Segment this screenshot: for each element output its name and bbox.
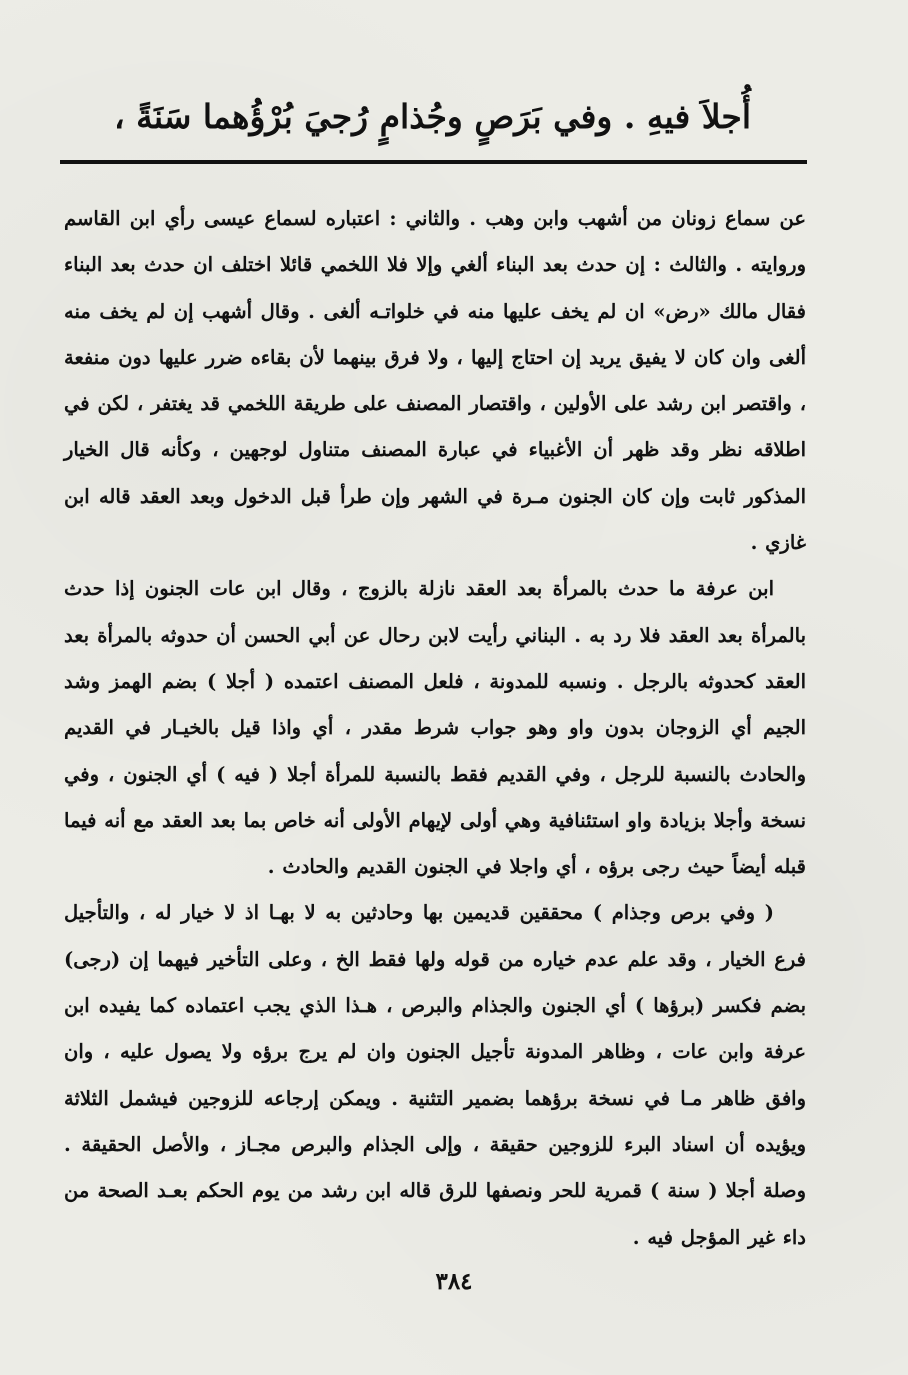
matn-verse-header: أُجلاَ فيهِ . وفي بَرَصٍ وجُذامٍ رُجيَ بُرْؤُهما سَنَةً ، (114, 97, 751, 136)
header-divider (60, 160, 807, 164)
commentary-body (64, 196, 806, 1261)
commentary-paragraph-2: ابن عرفة ما حدث بالمرأة بعد العقد نازلة بالزوج ، وقال ابن عات الجنون إذا حدث بالمرأة بعد العقد فلا رد به . البناني رأيت لابن رحال عن أبي الحسن أن حدوثه بالمرأة بعد العقد كحدوثه بالرجل . ونسبه للمدونة ، فلعل المصنف اعتمده ( أجلا ) بضم الهمز وشد الجيم أي الزوجان بدون واو وهو جواب شرط مقدر ، أي واذا قيل بالخيـار في القديم والحادث بالنسبة للرجل ، وفي القديم فقط بالنسبة للمرأة أجلا ( فيه ) أي الجنون ، وفي نسخة وأجلا بزيادة واو استئنافية وهي أولى لإيهام الأولى أنه خاص بما بعد العقد مع أنه فيما قبله أيضاً حيث رجى برؤه ، أي واجلا في الجنون القديم والحادث . (64, 577, 806, 879)
page-number: ٣٨٤ (435, 1268, 473, 1295)
commentary-paragraph-3: ( وفي برص وجذام ) محققين قديمين بها وحادثين به لا بهـا اذ لا خيار له ، والتأجيل فرع الخيار ، وقد علم عدم خياره من قوله ولها فقط الخ ، وعلى التأخير فيهما إن (رجى) بضم فكسر (برؤها ) أي الجنون والجذام والبرص ، هـذا الذي يجب اعتماده كما يفيده ابن عرفة وابن عات ، وظاهر المدونة تأجيل الجنون وان لم يرج برؤه ولا يصول عليه ، وان وافق ظاهر مـا في نسخة برؤهما بضمير التثنية . ويمكن إرجاعه للزوجين فيشمل الثلاثة ويؤيده أن اسناد البرء للزوجين حقيقة ، وإلى الجذام والبرص مجـاز ، والأصل الحقيقة . وصلة أجلا ( سنة ) قمرية للحر ونصفها للرق قاله ابن رشد من يوم الحكم بعـد الصحة من داء غير المؤجل فيه . (64, 901, 806, 1249)
commentary-paragraph-1: عن سماع زونان من أشهب وابن وهب . والثاني : اعتباره لسماع عيسى رأي ابن القاسم وروايته . والثالث : إن حدث بعد البناء ألغي وإلا فلا اللخمي قائلا اختلف ان حدث بعد البناء فقال مالك «رض» ان لم يخف عليها منه في خلواتـه ألغى . وقال أشهب إن لم يخف منه ألغى وان كان لا يفيق يريد إن احتاج إليها ، ولا فرق بينهما لأن بقاءه ضرر عليها دون منفعة ، واقتصر ابن رشد على الأولين ، واقتصار المصنف على طريقة اللخمي قد يغتفر ، لكن في اطلاقه نظر وقد ظهر أن الأغبياء في عبارة المصنف متناول لوجهين ، وكأنه قال الخيار المذكور ثابت وإن كان الجنون مـرة في الشهر وإن طرأ قبل الدخول وبعد العقد قاله ابن غازي . (64, 207, 806, 555)
